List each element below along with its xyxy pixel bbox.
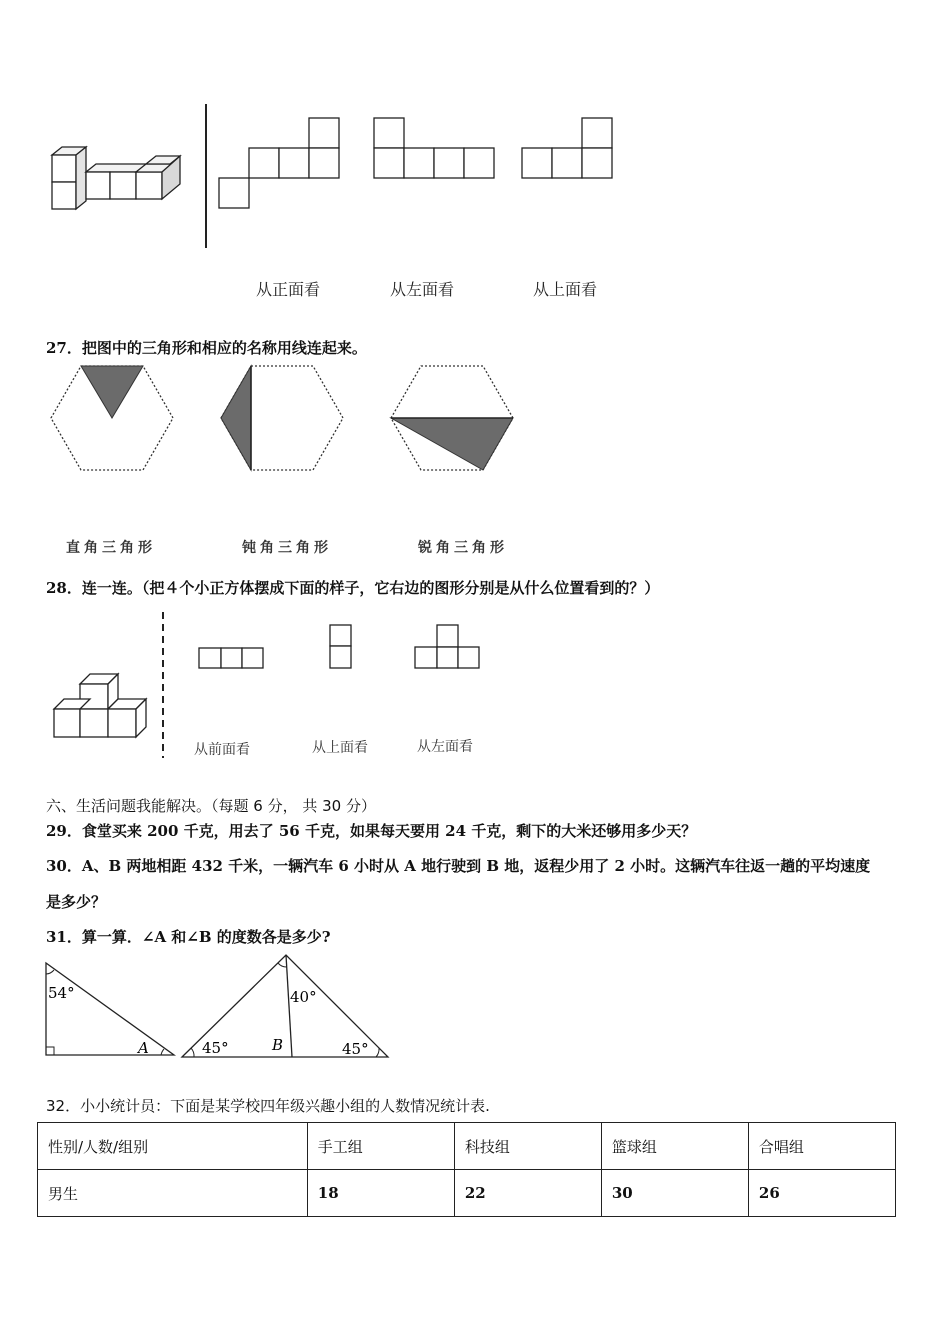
dashed-divider: [161, 612, 165, 758]
angle-a-label: A: [138, 1039, 149, 1057]
table-header-cell: 科技组: [454, 1123, 601, 1170]
table-cell: 18: [307, 1170, 454, 1217]
stats-table: [37, 1122, 896, 1217]
table-row: [38, 1170, 896, 1217]
table-cell: 22: [454, 1170, 601, 1217]
question-30-line1: 30．A、B 两地相距 432 千米，一辆汽车 6 小时从 A 地行驶到 B 地，返程少用了 2 小时。这辆汽车往返一趟的平均速度: [46, 857, 871, 875]
triangle-b: [180, 953, 392, 1061]
top-view-grid: [522, 118, 614, 180]
table-cell: 26: [748, 1170, 895, 1217]
hexagon-obtuse-triangle: [220, 364, 345, 472]
label-left-view: 从左面看: [417, 739, 473, 755]
question-32: 32．小小统计员：下面是某学校四年级兴趣小组的人数情况统计表.: [46, 1097, 490, 1115]
question-29: 29．食堂买来 200 千克，用去了 56 千克，如果每天要用 24 千克，剩下的大米还够用多少天？: [46, 822, 697, 840]
front-view-grid: [219, 118, 341, 210]
divider-line: [204, 104, 208, 248]
left-view-grid: [374, 118, 496, 180]
question-28: 28．连一连。（把４个小正方体摆成下面的样子，它右边的图形分别是从什么位置看到的？）: [46, 579, 660, 597]
hexagon-acute-triangle: [390, 364, 515, 472]
triangle-a: [44, 961, 176, 1057]
four-cube-figure: [52, 668, 152, 744]
table-header-cell: 手工组: [307, 1123, 454, 1170]
hexagon-right-triangle: [50, 364, 175, 472]
cube-stack-figure: [40, 140, 190, 220]
view-two-column: [329, 624, 353, 670]
question-27: 27．把图中的三角形和相应的名称用线连起来。: [46, 339, 367, 357]
table-header-cell: 篮球组: [601, 1123, 748, 1170]
view-label-top: 从上面看: [533, 280, 598, 299]
label-right-triangle: 直角三角形: [66, 540, 156, 556]
section-6-heading: 六、生活问题我能解决。（每题 6 分， 共 30 分）: [46, 797, 376, 815]
label-obtuse-triangle: 钝角三角形: [242, 540, 332, 556]
view-label-left: 从左面看: [390, 280, 455, 299]
table-header-cell: 合唱组: [748, 1123, 895, 1170]
angle-b-label: B: [272, 1036, 284, 1054]
label-top-view: 从上面看: [312, 740, 368, 756]
table-cell: 男生: [38, 1170, 308, 1217]
angle-54-label: 54°: [48, 984, 75, 1002]
view-label-front: 从正面看: [256, 280, 321, 299]
table-header-row: [38, 1123, 896, 1170]
view-three-row: [198, 647, 266, 669]
question-31: 31．算一算．∠A 和∠B 的度数各是多少?: [46, 928, 331, 946]
angle-45-right-label: 45°: [342, 1040, 369, 1058]
angle-40-label: 40°: [290, 988, 317, 1006]
angle-45-left-label: 45°: [202, 1039, 229, 1057]
label-acute-triangle: 锐角三角形: [418, 540, 508, 556]
table-cell: 30: [601, 1170, 748, 1217]
label-front-view: 从前面看: [194, 742, 250, 758]
question-30-line2: 是多少？: [46, 893, 107, 911]
view-t-shape: [414, 624, 482, 670]
table-header-cell: 性别/人数/组别: [38, 1123, 308, 1170]
